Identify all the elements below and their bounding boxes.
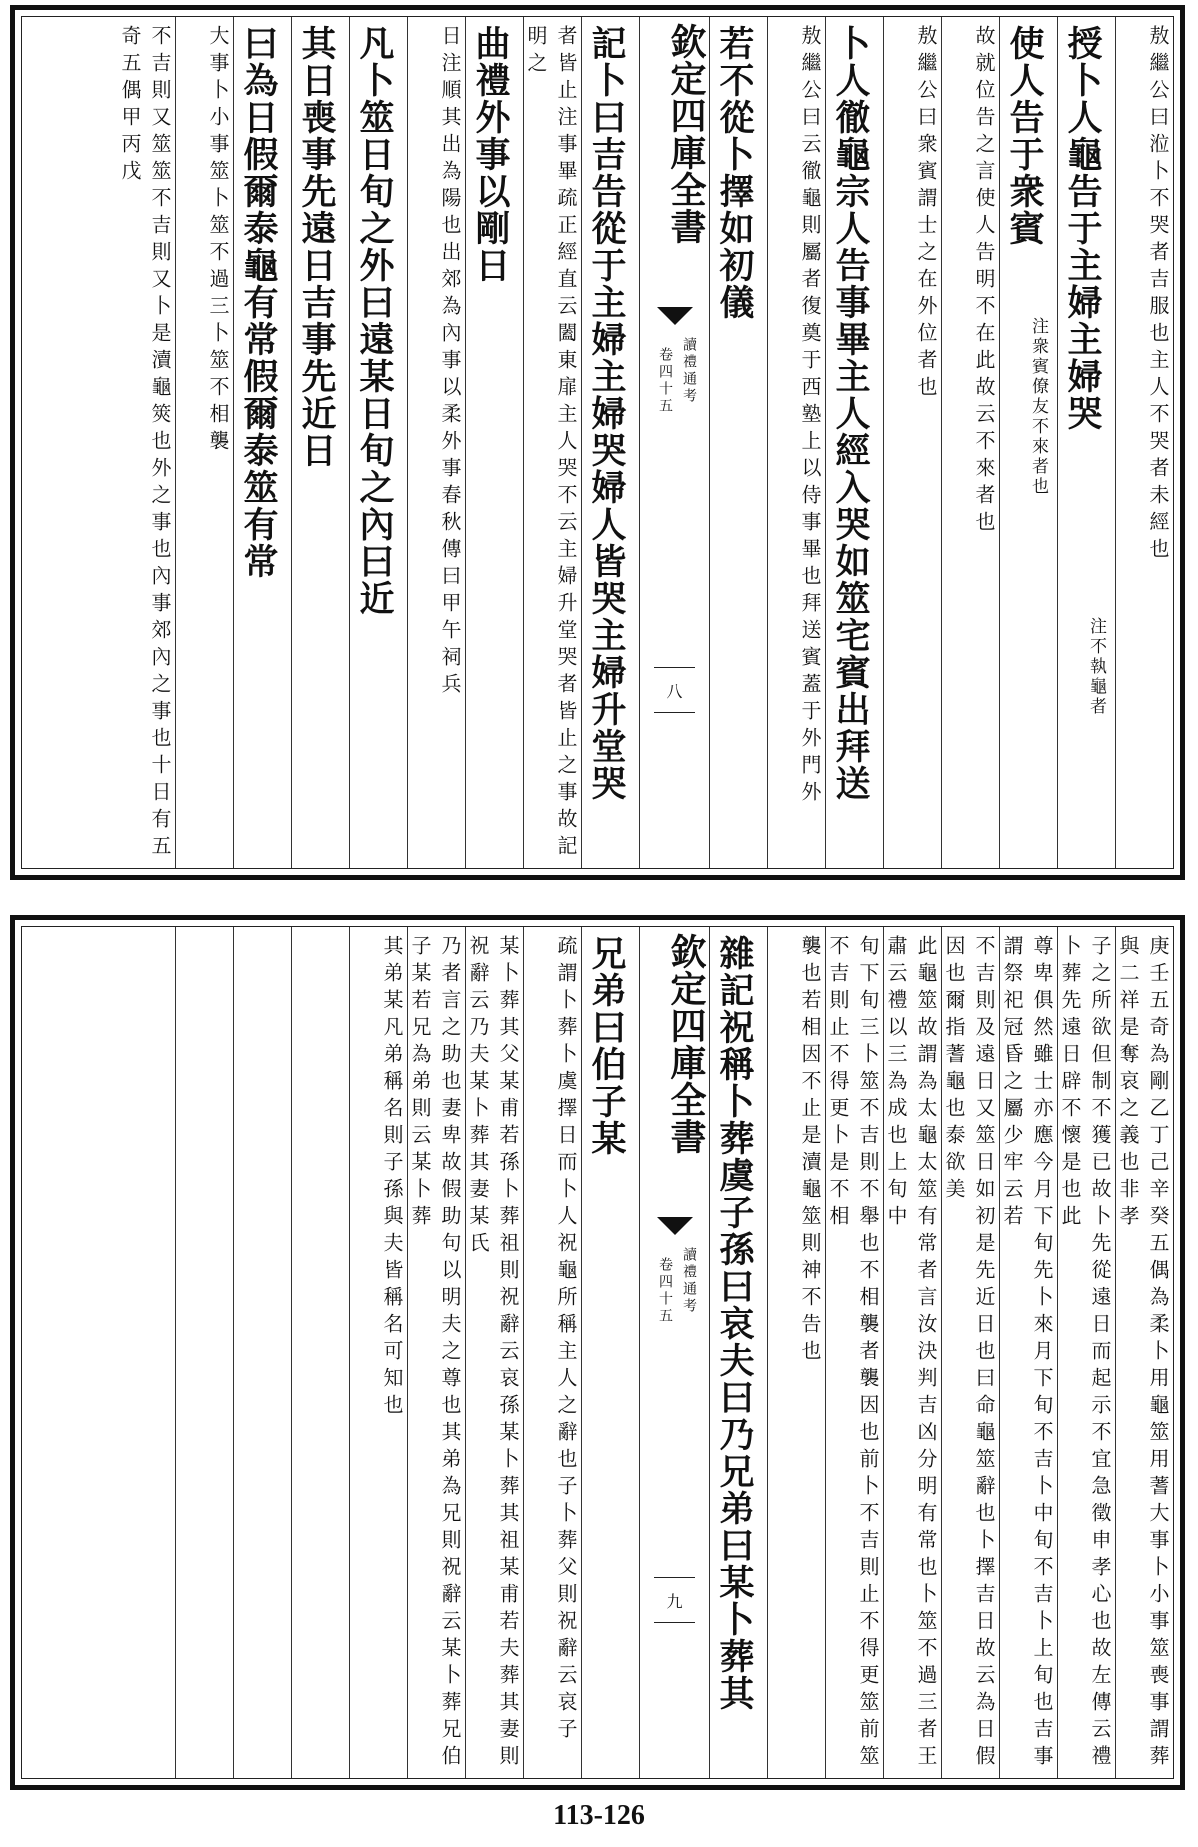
top-page-panel <box>10 5 1185 880</box>
book-title: 欽定四庫全書 <box>665 23 707 245</box>
top-page-right-column <box>1115 17 1173 868</box>
commentary-text-line: 敖繼公曰衆賓謂士之在外位者也 <box>914 25 938 403</box>
page-footer-number: 113-126 <box>553 1800 645 1831</box>
top-page-right-column <box>709 17 767 868</box>
top-page-left-column <box>523 17 581 868</box>
book-name-label: 讀禮通考 <box>681 1247 697 1315</box>
bottom-page-right-column <box>709 927 767 1778</box>
commentary-text-line: 不吉則及遠日又筮日如初是先近日也曰命龜筮辭也卜擇吉日故云為日假因也爾指蓍龜也泰欲美 <box>942 935 996 1772</box>
commentary-text-line: 疏謂卜葬卜虞擇日而卜人祝龜所稱主人之辭也子卜葬父則祝辭云哀子 <box>554 935 578 1745</box>
main-text-line: 兄弟曰伯子某 <box>586 935 627 1157</box>
top-page-right-column <box>883 17 941 868</box>
bottom-page-left-column <box>581 927 639 1778</box>
book-title: 欽定四庫全書 <box>665 933 707 1155</box>
commentary-text-line: 子之所欲但制不獲已故卜先從遠日而起示不宜急徵申孝心也故左傳云禮卜葬先遠日辟不懷是也此 <box>1058 935 1112 1772</box>
center-fold-column <box>639 927 709 1778</box>
volume-label: 卷四十五 <box>657 347 673 415</box>
commentary-text-line: 庚壬五奇為剛乙丁己辛癸五偶為柔卜用龜筮用蓍大事卜小事筮喪事謂葬與二祥是奪哀之義也非孝 <box>1116 935 1170 1772</box>
bottom-page-right-column <box>1115 927 1173 1778</box>
top-page-left-column <box>233 17 291 868</box>
top-page-frame <box>21 16 1174 869</box>
bottom-page-panel <box>10 915 1185 1790</box>
bottom-page-right-column <box>767 927 825 1778</box>
bottom-page-right-column <box>999 927 1057 1778</box>
bottom-page-left-column <box>233 927 291 1778</box>
commentary-text-line: 不吉則又筮筮不吉則又卜是瀆龜筴也外之事也內事郊內之事也十日有五奇五偶甲丙戊 <box>118 25 172 862</box>
bottom-page-right-column <box>825 927 883 1778</box>
commentary-text-line: 某卜葬其父某甫若孫卜葬祖則祝辭云哀孫某卜葬其祖某甫若夫葬其妻則祝辭云乃夫某卜葬其妻某氏 <box>466 935 520 1772</box>
top-page-right-column <box>941 17 999 868</box>
commentary-text-line: 日注順其出為陽也出郊為內事以柔外事春秋傳曰甲午祠兵 <box>438 25 462 700</box>
main-text-line: 卜人徹龜宗人告事畢主人經入哭如筮宅賓出拜送 <box>830 25 871 802</box>
main-text-line: 曲禮外事以剛日 <box>470 25 511 284</box>
inline-note: 注衆賓僚友不來者也 <box>1028 317 1048 497</box>
commentary-text-line: 乃者言之助也妻卑故假助句以明夫之尊也其弟為兄則祝辭云某卜葬兄伯子某若兄為弟則云某卜葬 <box>408 935 462 1772</box>
commentary-text-line: 旬下旬三卜筮不吉則不舉也不相襲者襲因也前卜不吉則止不得更筮前筮不吉則止不得更卜是不相 <box>826 935 880 1772</box>
top-page-right-column <box>825 17 883 868</box>
top-columns <box>22 17 1173 868</box>
top-page-left-column <box>407 17 465 868</box>
commentary-text-line: 其弟某凡弟稱名則子孫與夫皆稱名可知也 <box>380 935 404 1421</box>
bottom-page-left-column <box>291 927 349 1778</box>
bottom-page-left-column <box>407 927 465 1778</box>
bottom-page-right-column <box>883 927 941 1778</box>
main-text-line: 若不從卜擇如初儀 <box>714 25 755 321</box>
top-page-left-column <box>581 17 639 868</box>
bottom-page-left-column <box>465 927 523 1778</box>
leaf-number: 八 <box>654 667 695 713</box>
bottom-page-left-column <box>117 927 175 1778</box>
main-text-line: 凡卜筮日旬之外曰遠某日旬之內曰近 <box>354 25 395 617</box>
top-page-left-column <box>291 17 349 868</box>
leaf-number: 九 <box>654 1577 695 1623</box>
book-name-label: 讀禮通考 <box>681 337 697 405</box>
commentary-text-line: 故就位告之言使人告明不在此故云不來者也 <box>972 25 996 538</box>
inline-note: 注不執龜者 <box>1086 617 1106 717</box>
commentary-text-line: 襲也若相因不止是瀆龜筮則神不告也 <box>798 935 822 1367</box>
main-text-line: 雜記祝稱卜葬虞子孫曰哀夫曰乃兄弟曰某卜葬其 <box>714 935 755 1712</box>
center-fold-column <box>639 17 709 868</box>
main-text-line: 曰為日假爾泰龜有常假爾泰筮有常 <box>238 25 279 580</box>
main-text-line: 使人告于衆賓 <box>1004 25 1045 247</box>
bottom-columns <box>22 927 1173 1778</box>
bottom-page-left-column <box>523 927 581 1778</box>
top-page-left-column <box>117 17 175 868</box>
top-page-left-column <box>175 17 233 868</box>
bottom-page-right-column <box>941 927 999 1778</box>
top-page-left-column <box>349 17 407 868</box>
commentary-text-line: 者皆止注事畢疏正經直云闔東扉主人哭不云主婦升堂哭者皆止之事故記明之 <box>524 25 578 862</box>
top-page-right-column <box>1057 17 1115 868</box>
volume-label: 卷四十五 <box>657 1257 673 1325</box>
main-text-line: 記卜曰吉告從于主婦主婦哭婦人皆哭主婦升堂哭 <box>586 25 627 802</box>
bottom-page-frame <box>21 926 1174 1779</box>
top-page-right-column <box>999 17 1057 868</box>
fish-tail-mark <box>657 307 693 325</box>
commentary-text-line: 此龜筮故謂為太龜太筮有常者言汝決判吉凶分明有常也卜筮不過三者王肅云禮以三為成也上旬中 <box>884 935 938 1772</box>
bottom-page-left-column <box>349 927 407 1778</box>
bottom-page-right-column <box>1057 927 1115 1778</box>
top-page-left-column <box>465 17 523 868</box>
main-text-line: 授卜人龜告于主婦主婦哭 <box>1062 25 1103 432</box>
commentary-text-line: 大事卜小事筮卜筮不過三卜筮不相襲 <box>206 25 230 457</box>
commentary-text-line: 敖繼公曰涖卜不哭者吉服也主人不哭者未經也 <box>1146 25 1170 565</box>
top-page-right-column <box>767 17 825 868</box>
commentary-text-line: 尊卑俱然雖士亦應今月下旬先卜來月下旬不吉卜中旬不吉卜上旬也吉事謂祭祀冠昏之屬少牢云若 <box>1000 935 1054 1772</box>
bottom-page-left-column <box>175 927 233 1778</box>
commentary-text-line: 敖繼公曰云徹龜則屬者復奠于西塾上以侍事畢也拜送賓蓋于外門外 <box>798 25 822 808</box>
main-text-line: 其日喪事先遠日吉事先近日 <box>296 25 337 469</box>
fish-tail-mark <box>657 1217 693 1235</box>
